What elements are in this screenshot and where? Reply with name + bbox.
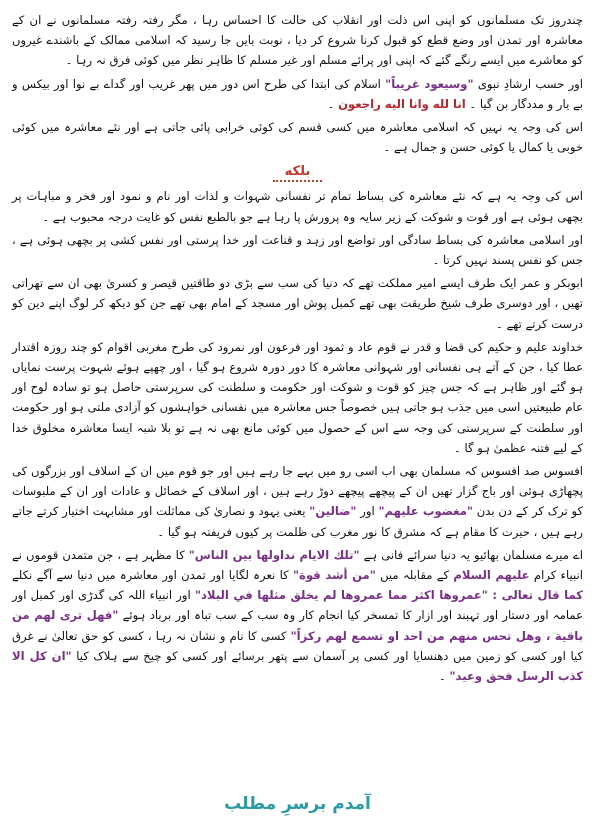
paragraph-text: ابوبکر و عمر ایک طرف ایسے امیر مملکت تھے کہ دنیا کی سب سے بڑی دو طاقتیں قیصر و کسریٰ بھی ان سے تھراتی تھیں ، اور دوسری طرف شیخ طریقت بھی تھے کمبل پوش اور مسجد کے امام بھی تھے جن کو دیکھ کر لوگ اپنے دین کو درست کرتے تھے ۔ xyxy=(12,276,583,331)
paragraph-text: اس کی وجہ یہ نہیں کہ اسلامی معاشرہ میں کسی قسم کی کوئی خرابی پائی جاتی ہے اور نئے معاشرہ میں کوئی خوبی یا کمال یا کوئی حسن و جمال ہے ۔ xyxy=(12,120,583,155)
paragraph xyxy=(12,186,583,226)
paragraph-text: اور xyxy=(356,504,379,519)
paragraph xyxy=(12,461,583,542)
paragraph-text: کا نعرہ لگایا اور تمدن اور معاشرہ میں دنیا سے آگے نکلے xyxy=(12,568,293,583)
paragraph xyxy=(12,545,583,686)
arabic-quote: عليهم السلام xyxy=(453,568,530,583)
arabic-quote: "من أشد قوة" xyxy=(292,568,376,583)
paragraph-text: ۔ xyxy=(439,669,450,684)
arabic-quote: "ضالين" xyxy=(309,504,357,519)
arabic-quote: "مغضوب عليهم" xyxy=(378,504,473,519)
paragraph-text: کا مظہر ہے ، جن متمدن قوموں نے انبیاء کرام xyxy=(12,547,583,583)
arabic-quote: "فهل ترى لهم من باقية ، وهل تحس منهم من احد او تسمع لهم ركزاً" xyxy=(12,608,583,643)
arabic-quote: "تلك الايام نداولها بين الناس" xyxy=(188,547,360,562)
arabic-quote: "ان كل الا كذب الرسل فحق وعيد" xyxy=(12,648,583,684)
paragraph xyxy=(12,273,583,334)
paragraph-text: اسلام کی ابتدا کی طرح اس دور میں پھر غریب اور گداے بے نوا اور بیکس و بے یار و مددگار بن گیا ۔ xyxy=(12,76,583,111)
paragraph-text: اور حسب ارشادِ نبوی xyxy=(473,76,583,91)
paragraph-text: کسی کا نام و نشان نہ رہا ، کسی کو حق تعالیٰ نے غرق کیا اور کسی کو زمین میں دھنسایا اور کسی پر آسمان سے پتھر برسائے اور کسی کو چیخ سے ہلاک کیا xyxy=(12,628,583,663)
paragraph-text: اے میرے مسلمان بھائیو یہ دنیا سرائے فانی ہے xyxy=(359,547,583,562)
paragraph-text: کے مقابلہ میں xyxy=(375,568,454,583)
intro-section xyxy=(12,10,583,157)
paragraph-text: ۔ xyxy=(327,96,339,111)
paragraph-text: چندروز تک مسلمانوں کو اپنی اس ذلت اور انقلاب کی حالت کا احساس رہا ، مگر رفتہ رفتہ مسلمانوں نے ان کے معاشرہ اور تمدن اور وضع قطع کو قبول کرنا شروع کر دیا ، نوبت بایں جا رسید کہ اسلامی ممالک کے باشندے غیروں کو معاشرے میں ایسے رنگے گئے کہ اپنی اور پرائے مسلم اور غیر مسلم کا ظاہر نظر میں کوئی فرق نہ رہا ۔ xyxy=(12,13,583,68)
paragraph xyxy=(12,230,583,270)
section-heading-wrap xyxy=(12,160,583,182)
body-section xyxy=(12,186,583,686)
paragraph-text: خداوند علیم و حکیم کی قضا و قدر نے قوم عاد و ثمود اور فرعون اور نمرود کی طرح مغربی اقوام کو چند روزہ اقتدار عطا کیا ، جن کے آتے ہی نفسانی اور شہوانی معاشرہ کا دور دورہ شروع ہو گیا ، اور چھپے ہوئے شہوت پرست نمایاں ہو گئے اور ظاہر ہے کہ جس چیز کو قوت و شوکت اور حکومت و سلطنت کی سرپرستی حاصل ہو تو سادہ لوح اور عام طبیعتیں اسی میں جذب ہو جاتی ہیں خصوصاً جس معاشرہ میں نفسانی خواہشوں کو آزادی ملتی ہو اور حکومت اور سلطنت کے سرپرستی کی وجہ سے اس کے حصول میں کوئی مانع بھی نہ ہے تو بلا شبہ ایسا معاشرہ مخلوق خدا کے لیے فتنہ عظمیٰ ہو گا ۔ xyxy=(12,339,583,455)
arabic-quote: كما قال تعالى : "عمروها اكثر مما عمروها لم يخلق مثلها في البلاد" xyxy=(194,588,584,603)
paragraph xyxy=(12,117,583,157)
paragraph-text: اس کی وجہ یہ ہے کہ نئے معاشرہ کی بساط تمام تر نفسانی شہوات و لذات اور نام و نمود اور فخر و مباہات پر بچھی ہوئی ہے اور قوت و شوکت کے زیر سایہ وہ پرورش پا رہا ہے جو بالطبع نفس کو غایت درجہ محبوب ہے ۔ xyxy=(12,189,583,224)
paragraph xyxy=(12,10,583,71)
arabic-quote: "وسيعود غريباً" xyxy=(385,76,474,91)
paragraph xyxy=(12,337,583,458)
paragraph-text: اور اسلامی معاشرہ کی بساط سادگی اور تواضع اور زہد و قناعت اور خدا پرستی اور نفس کشی پر بچھی ہوئی ہے ، جس کو نفس پسند نہیں کرتا ۔ xyxy=(12,232,583,268)
section-heading: بلكه xyxy=(273,164,323,182)
paragraph-text: افسوس صد افسوس کہ مسلمان بھی اب اسی رو میں بہے جا رہے ہیں اور جو قوم میں ان کے اسلاف اور بزرگوں کی پچھاڑی ہوئی اور باج گزار تھیں ان کے پیچھے پیچھے دوڑ رہے ہیں ، اور اسلاف کے خصائل و عادات اور ان کے ملبوسات کو ترک کر کے دن بدن xyxy=(12,464,584,519)
paragraph-text: اور انبیاء اللہ کی گدڑی اور کمبل اور عمامہ اور دستار اور تہبند اور ازار کا تمسخر کیا انجام کار وہ سب کے سب تباہ اور برباد ہوئے xyxy=(12,588,583,623)
paragraph-text: یعنی یہود و نصاریٰ کی مماثلت اور مشابہت اختیار کرتے جاتے رہے ہیں ، حیرت کا مقام ہے کہ مشرق کا نور مغرب کی ظلمت پر کیوں فریفتہ ہو گیا ۔ xyxy=(12,504,583,539)
quranic-phrase: انا لله وانا اليه راجعون xyxy=(338,96,466,111)
paragraph xyxy=(12,74,583,114)
signature-text: آمدم برسرِ مطلب xyxy=(224,794,371,814)
